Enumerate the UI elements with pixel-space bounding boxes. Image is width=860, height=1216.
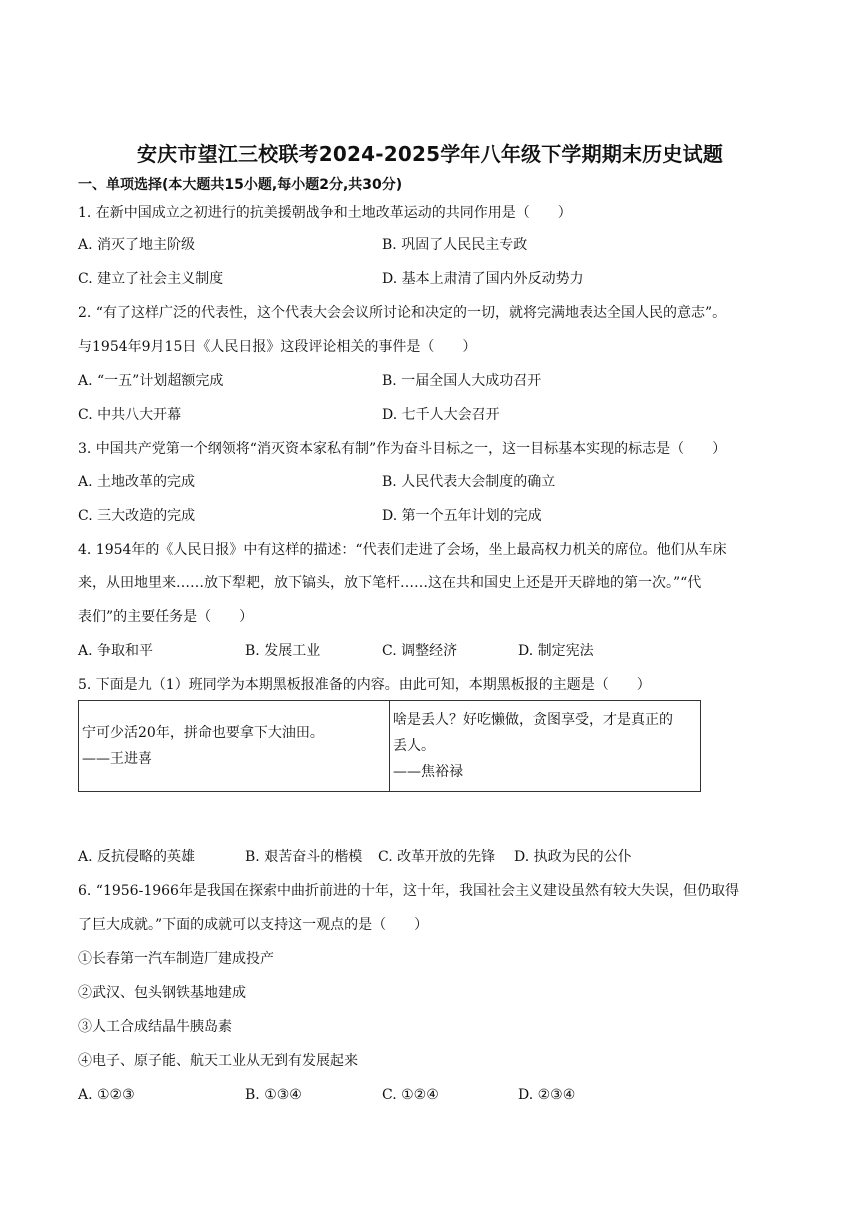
q5-quote-table [78,700,701,792]
q5-option-c: C. 改革开放的先锋 [378,849,496,865]
q6-stem-line1: 6. “1956-1966年是我国在探索中曲折前进的十年，这十年，我国社会主义建设虽然有较大失误，但仍取得 [78,883,739,899]
q5-right-author: ——焦裕禄 [393,764,463,780]
q1-stem: 1. 在新中国成立之初进行的抗美援朝战争和土地改革运动的共同作用是（ ） [78,205,572,221]
q4-stem-line1: 4. 1954年的《人民日报》中有这样的描述：“代表们走进了会场，坐上最高权力机关的席位。他们从车床 [78,542,727,558]
q3-option-c: C. 三大改造的完成 [78,508,196,524]
q2-option-d: D. 七千人大会召开 [382,407,500,423]
q5-right-quote-line2: 丢人。 [393,738,435,754]
q6-item-4: ④电子、原子能、航天工业从无到有发展起来 [78,1053,358,1069]
q2-stem-line1: 2. “有了这样广泛的代表性，这个代表大会会议所讨论和决定的一切，就将完满地表达全国人民的意志”。 [78,305,727,321]
q3-option-a: A. 土地改革的完成 [78,474,196,490]
q5-quote-right [390,701,701,792]
q6-stem-line2: 了巨大成就。”下面的成就可以支持这一观点的是（ ） [78,917,429,933]
section-heading: 一、单项选择(本大题共15小题,每小题2分,共30分) [78,177,403,193]
q2-option-a: A. “一五”计划超额完成 [78,373,224,389]
q4-stem-line3: 表们”的主要任务是（ ） [78,609,254,625]
q6-option-d: D. ②③④ [518,1087,576,1103]
q6-option-a: A. ①②③ [78,1087,135,1103]
q5-option-a: A. 反抗侵略的英雄 [78,849,196,865]
q5-option-d: D. 执政为民的公仆 [514,849,632,865]
q6-option-c: C. ①②④ [382,1087,439,1103]
q6-item-3: ③人工合成结晶牛胰岛素 [78,1019,232,1035]
q6-option-b: B. ①③④ [245,1087,302,1103]
q4-option-a: A. 争取和平 [78,643,154,659]
q5-option-b: B. 艰苦奋斗的楷模 [245,849,363,865]
q1-option-a: A. 消灭了地主阶级 [78,237,196,253]
q1-option-d: D. 基本上肃清了国内外反动势力 [382,271,584,287]
q5-right-quote-line1: 啥是丢人？好吃懒做，贪图享受，才是真正的 [393,712,673,728]
q3-stem: 3. 中国共产党第一个纲领将“消灭资本家私有制”作为奋斗目标之一，这一目标基本实现的标志是（ ） [78,441,727,457]
q2-option-b: B. 一届全国人大成功召开 [382,373,542,389]
q2-stem-line2: 与1954年9月15日《人民日报》这段评论相关的事件是（ ） [78,339,477,355]
q1-option-c: C. 建立了社会主义制度 [78,271,224,287]
q4-option-d: D. 制定宪法 [518,643,594,659]
q4-option-c: C. 调整经济 [382,643,458,659]
q6-item-2: ②武汉、包头钢铁基地建成 [78,985,246,1001]
q3-option-d: D. 第一个五年计划的完成 [382,508,542,524]
q5-stem: 5. 下面是九（1）班同学为本期黑板报准备的内容。由此可知，本期黑板报的主题是（ ） [78,677,651,693]
q5-quote-left [79,701,390,792]
q2-option-c: C. 中共八大开幕 [78,407,182,423]
q4-stem-line2: 来，从田地里来……放下犁耙，放下镐头，放下笔杆……这在共和国史上还是开天辟地的第一次。”“代 [78,575,702,591]
q1-option-b: B. 巩固了人民民主专政 [382,237,528,253]
q4-option-b: B. 发展工业 [245,643,321,659]
q5-left-quote: 宁可少活20年，拼命也要拿下大油田。 [82,725,324,741]
exam-title: 安庆市望江三校联考2024-2025学年八年级下学期期末历史试题 [136,142,724,166]
q3-option-b: B. 人民代表大会制度的确立 [382,474,556,490]
q5-left-author: ——王进喜 [82,751,152,767]
q6-item-1: ①长春第一汽车制造厂建成投产 [78,951,274,967]
